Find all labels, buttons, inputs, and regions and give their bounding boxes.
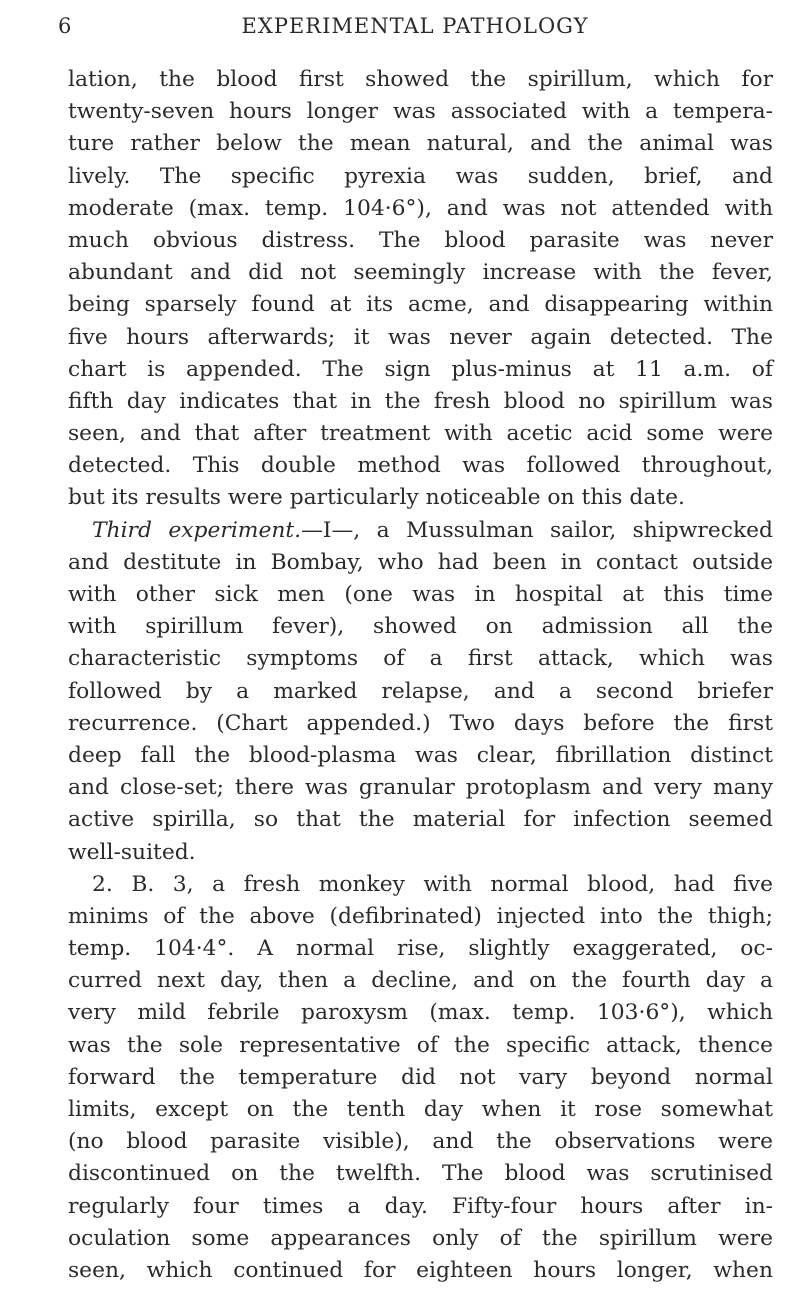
text-line [68, 837, 773, 869]
line-text: seen, and that after treatment with acetic acid some were [68, 421, 773, 447]
line-text: discontinued on the twelfth. The blood was scrutinised [68, 1161, 773, 1187]
text-line [68, 1062, 773, 1094]
text-line [68, 193, 773, 225]
text-line [68, 289, 773, 321]
line-text: lively. The specific pyrexia was sudden, brief, and [68, 163, 773, 189]
text-line [68, 386, 773, 418]
text-line [68, 643, 773, 675]
text-line [68, 1094, 773, 1126]
text-line [68, 869, 773, 901]
text-line [68, 804, 773, 836]
line-text: oculation some appearances only of the spirillum were [68, 1225, 773, 1251]
line-text: forward the temperature did not vary beyond normal [68, 1064, 773, 1090]
text-line [68, 547, 773, 579]
line-text: well-suited. [68, 839, 196, 865]
body-text [68, 64, 773, 1287]
text-line [68, 450, 773, 482]
text-line [68, 418, 773, 450]
line-text: abundant and did not seemingly increase with the fever, [68, 260, 773, 286]
line-text: limits, except on the tenth day when it rose somewhat [68, 1097, 773, 1122]
line-text: fifth day indicates that in the fresh blood no spirillum was [68, 388, 773, 414]
text-line [68, 1191, 773, 1223]
line-text: (no blood parasite visible), and the observations were [68, 1129, 773, 1155]
line-text: lation, the blood first showed the spirillum, which for [68, 67, 773, 92]
line-text: chart is appended. The sign plus-minus at 11 a.m. of [68, 356, 773, 382]
line-text: and close-set; there was granular protoplasm and very many [68, 775, 773, 801]
text-line [68, 257, 773, 289]
line-text: moderate (max. temp. 104·6°), and was not attended with [68, 195, 773, 221]
line-text: characteristic symptoms of a first attack, which was [68, 646, 773, 672]
text-line [68, 225, 773, 257]
line-text: regularly four times a day. Fifty-four hours after in- [68, 1193, 773, 1219]
text-line [68, 933, 773, 965]
text-line [68, 708, 773, 740]
text-line [68, 1126, 773, 1158]
line-text: and destitute in Bombay, who had been in contact outside [68, 549, 773, 575]
line-text: followed by a marked relapse, and a second briefer [68, 678, 773, 704]
text-line [68, 1030, 773, 1062]
text-line [68, 740, 773, 772]
text-line [68, 1223, 773, 1255]
line-text: with spirillum fever), showed on admission all the [68, 614, 773, 640]
text-line [68, 96, 773, 128]
line-text: much obvious distress. The blood parasite was never [68, 227, 773, 253]
line-text: being sparsely found at its acme, and disappearing within [68, 292, 773, 318]
page-number: 6 [58, 14, 73, 38]
line-text: 2. B. 3, a fresh monkey with normal blood, had five [92, 871, 773, 897]
text-line [68, 965, 773, 997]
text-line [68, 354, 773, 386]
line-text: twenty-seven hours longer was associated with a tempera- [68, 99, 773, 125]
text-line [68, 676, 773, 708]
line-text: seen, which continued for eighteen hours longer, when [68, 1257, 773, 1283]
line-text: active spirilla, so that the material for infection seemed [68, 807, 773, 833]
line-text: ture rather below the mean natural, and the animal was [68, 131, 773, 157]
line-text: was the sole representative of the specific attack, thence [68, 1032, 773, 1058]
line-text: deep fall the blood-plasma was clear, fibrillation distinct [68, 742, 773, 768]
text-line [68, 901, 773, 933]
text-line [68, 611, 773, 643]
line-text: —I—, a Mussulman sailor, shipwrecked [301, 517, 774, 543]
line-text: detected. This double method was followed throughout, [68, 453, 773, 479]
running-title: EXPERIMENTAL PATHOLOGY [241, 14, 589, 38]
text-line [68, 64, 773, 96]
text-line [68, 579, 773, 611]
text-line [68, 1158, 773, 1190]
line-text: temp. 104·4°. A normal rise, slightly exaggerated, oc- [68, 936, 773, 962]
text-line [68, 1255, 773, 1287]
text-line [68, 515, 773, 547]
text-line [68, 322, 773, 354]
text-line [68, 482, 773, 514]
line-text: recurrence. (Chart appended.) Two days before the first [68, 710, 773, 736]
text-line [68, 128, 773, 160]
line-text: but its results were particularly noticeable on this date. [68, 485, 685, 511]
text-line [68, 997, 773, 1029]
line-text: with other sick men (one was in hospital at this time [68, 582, 773, 607]
line-text: very mild febrile paroxysm (max. temp. 103·6°), which [68, 1000, 773, 1026]
text-line [68, 772, 773, 804]
line-text: minims of the above (defibrinated) injected into the thigh; [68, 903, 773, 929]
running-head [58, 14, 772, 44]
italic-heading: Third experiment. [92, 517, 302, 543]
line-text: curred next day, then a decline, and on the fourth day a [68, 968, 773, 994]
line-text: five hours afterwards; it was never again detected. The [68, 324, 773, 350]
text-line [68, 161, 773, 193]
